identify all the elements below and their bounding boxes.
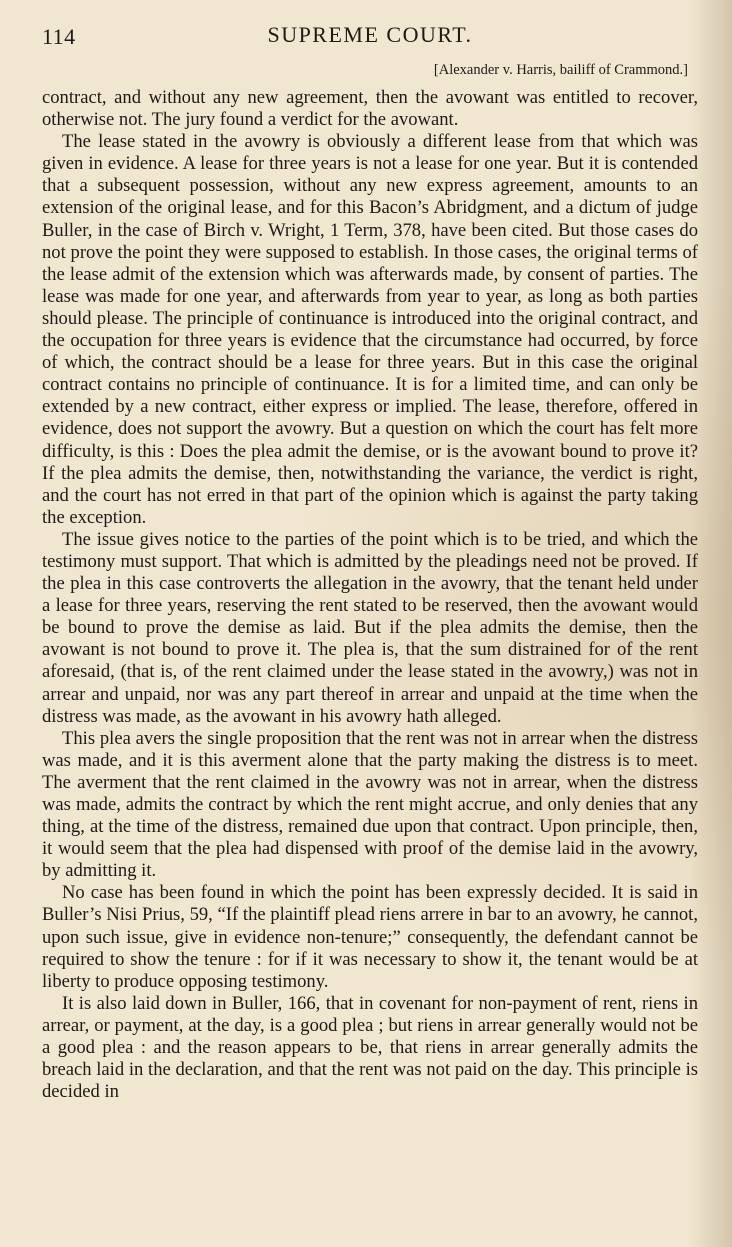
page-number: 114 [42,24,76,49]
paragraph-3: The issue gives notice to the parties of the point which is to be tried, and which the testimony must support. That which is admitted by the pleadings need not be proved. If the plea in this case controverts the allegation in the avowry, that the tenant held under a lease for three years, reserving the rent stated to be reserved, then the avowant would be bound to prove the demise as laid. But if the plea admits the demise, then the avowant is not bound to prove it. The plea is, that the sum distrained for of the rent aforesaid, (that is, of the rent claimed under the lease stated in the avowry,) was not in arrear and unpaid, nor was any part thereof in arrear and unpaid at the time when the distress was made, as the avowant in his avowry hath alleged. [42,528,698,727]
running-head: SUPREME COURT. [267,22,473,47]
paragraph-2: The lease stated in the avowry is obviously a different lease from that which was given in evidence. A lease for three years is not a lease for one year. But it is contended that a subsequent possession, without any new express agreement, amounts to an extension of the original lease, and for this Bacon’s Abridgment, and a dictum of judge Buller, in the case of Birch v. Wright, 1 Term, 378, have been cited. But those cases do not prove the point they were supposed to establish. In those cases, the original terms of the lease admit of the extension which was afterwards made, by consent of parties. The lease was made for one year, and afterwards from year to year, as long as both parties should please. The principle of continuance is introduced into the original contract, and the occupation for three years is evidence that the circumstance had occurred, by force of which, the contract should be a lease for three years. But in this case the original contract contains no principle of continuance. It is for a limited time, and can only be extended by a new contract, either express or implied. The lease, therefore, offered in evidence, does not support the avowry. But a question on which the court has felt more difficulty, is this : Does the plea admit the demise, or is the avowant bound to prove it? If the plea admits the demise, then, notwithstanding the variance, the verdict is right, and the court has not erred in that part of the opinion which is against the party taking the exception. [42,131,698,528]
book-page [42,18,698,1103]
page-header [42,18,698,52]
paragraph-5: No case has been found in which the point has been expressly decided. It is said in Buller’s Nisi Prius, 59, “If the plaintiff plead riens arrere in bar to an avowry, he cannot, upon such issue, give in evidence non-tenure;” consequently, the defendant cannot be required to show the tenure : for if it was necessary to show it, the tenant would be at liberty to produce opposing testimony. [42,882,698,992]
body-text [42,87,698,1103]
paragraph-4: This plea avers the single proposition that the rent was not in arrear when the distress was made, and it is this averment alone that the party making the distress is to meet. The averment that the rent claimed in the avowry was not in arrear, when the distress was made, admits the contract by which the rent might accrue, and only denies that any thing, at the time of the distress, remained due upon that contract. Upon principle, then, it would seem that the plea had dispensed with proof of the demise laid in the avowry, by admitting it. [42,727,698,882]
case-caption: [Alexander v. Harris, bailiff of Crammond.] [433,62,688,78]
paragraph-1: contract, and without any new agreement, then the avowant was entitled to recover, otherwise not. The jury found a verdict for the avowant. [42,87,698,131]
paragraph-6: It is also laid down in Buller, 166, that in covenant for non-payment of rent, riens in arrear, or payment, at the day, is a good plea ; but riens in arrear generally would not be a good plea : and the reason appears to be, that riens in arrear generally admits the breach laid in the declaration, and that the rent was not paid on the day. This principle is decided in [42,992,698,1103]
